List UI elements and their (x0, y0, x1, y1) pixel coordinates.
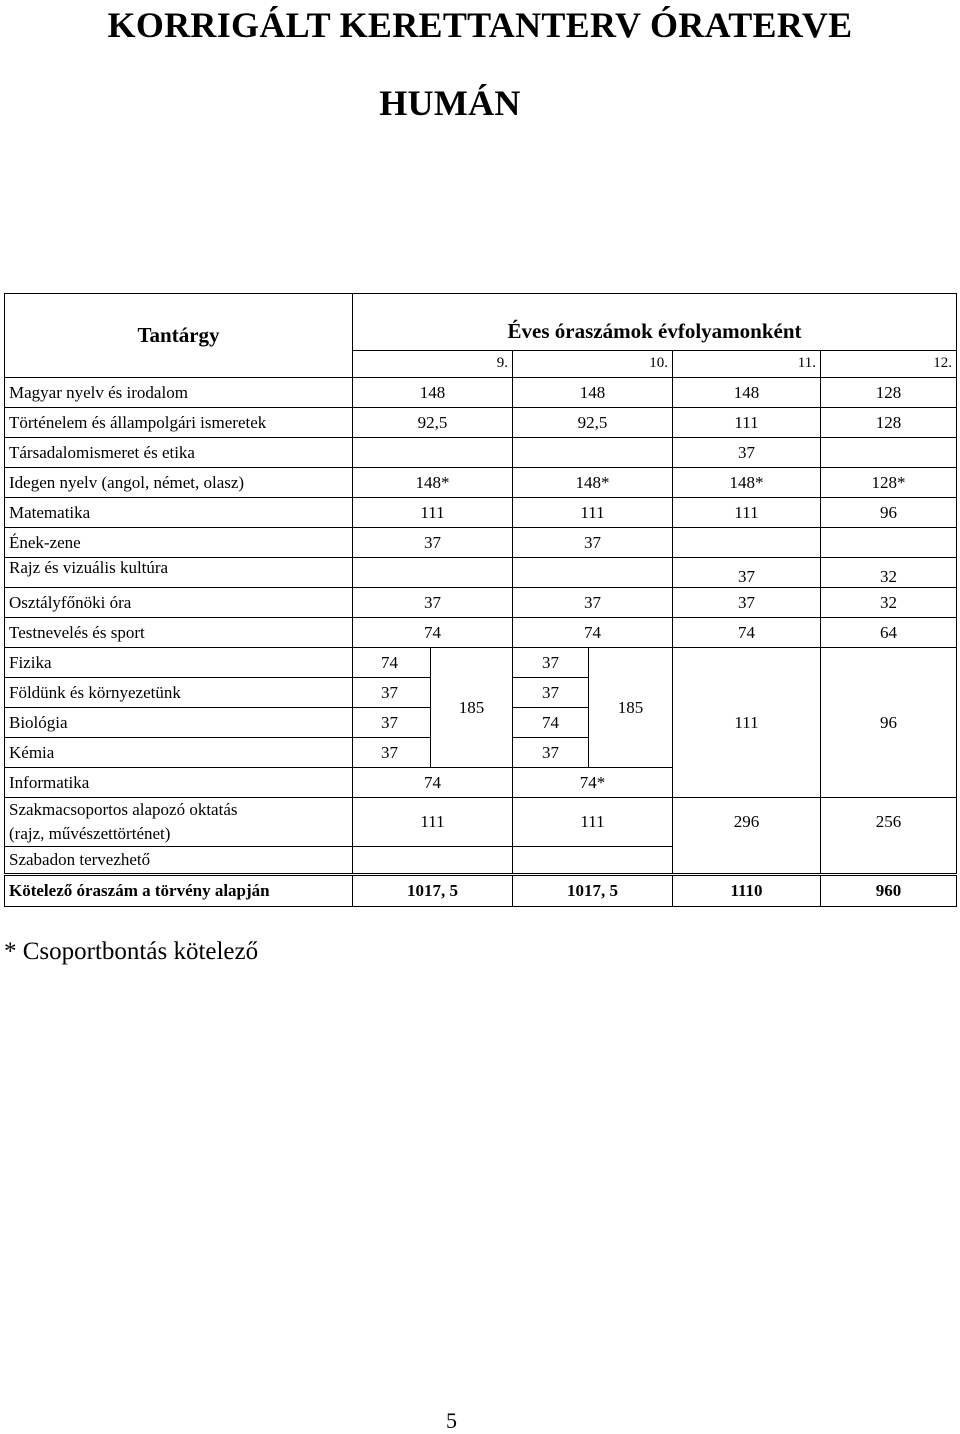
total-12: 960 (821, 874, 957, 906)
cell-9: 148 (353, 378, 513, 408)
cell-11: 148 (673, 378, 821, 408)
cell-11: 37 (673, 558, 821, 588)
total-10: 1017, 5 (513, 874, 673, 906)
cell-9: 37 (353, 678, 431, 708)
curriculum-table (4, 293, 957, 907)
cell-10: 148* (513, 468, 673, 498)
subject-name: Idegen nyelv (angol, német, olasz) (5, 468, 353, 498)
subject-name: Magyar nyelv és irodalom (5, 378, 353, 408)
cell-10: 111 (513, 498, 673, 528)
science-total-9: 185 (431, 648, 513, 768)
hours-column-header: Éves óraszámok évfolyamonként (353, 294, 957, 351)
subject-name: Matematika (5, 498, 353, 528)
subject-column-header: Tantárgy (5, 294, 353, 378)
table-row (5, 588, 957, 618)
cell-10: 148 (513, 378, 673, 408)
table-row (5, 468, 957, 498)
total-label: Kötelező óraszám a törvény alapján (5, 874, 353, 906)
total-9: 1017, 5 (353, 874, 513, 906)
cell-11: 111 (673, 408, 821, 438)
cell-10: 111 (513, 798, 673, 847)
total-row (5, 874, 957, 906)
subject-name-line1: Szakmacsoportos alapozó oktatás (9, 800, 238, 819)
table-row (5, 798, 957, 847)
subject-name: Társadalomismeret és etika (5, 438, 353, 468)
year-12-header: 12. (821, 351, 957, 378)
page-subtitle: HUMÁN (379, 83, 521, 123)
subject-name: Földünk és környezetünk (5, 678, 353, 708)
cell-10: 37 (513, 648, 589, 678)
science-12: 96 (821, 648, 957, 798)
cell-10 (513, 558, 673, 588)
header-row (5, 294, 957, 351)
subject-name: Szabadon tervezhető (5, 846, 353, 874)
cell-10: 92,5 (513, 408, 673, 438)
cell-12: 96 (821, 498, 957, 528)
page-title: KORRIGÁLT KERETTANTERV ÓRATERVE (107, 5, 853, 45)
cell-12: 32 (821, 588, 957, 618)
total-11: 1110 (673, 874, 821, 906)
cell-9: 74 (353, 648, 431, 678)
cell-12: 128 (821, 408, 957, 438)
cell-9: 111 (353, 498, 513, 528)
cell-11: 111 (673, 498, 821, 528)
subject-name: Fizika (5, 648, 353, 678)
subject-name: Osztályfőnöki óra (5, 588, 353, 618)
cell-11: 37 (673, 438, 821, 468)
cell-10: 74 (513, 618, 673, 648)
year-11-header: 11. (673, 351, 821, 378)
subject-name (5, 798, 353, 847)
cell-9 (353, 438, 513, 468)
table-row (5, 528, 957, 558)
cell-12 (821, 528, 957, 558)
subject-name: Rajz és vizuális kultúra (5, 558, 353, 588)
subject-name: Biológia (5, 708, 353, 738)
cell-10 (513, 438, 673, 468)
cell-9: 37 (353, 738, 431, 768)
cell-9: 92,5 (353, 408, 513, 438)
subject-name: Informatika (5, 768, 353, 798)
table-row (5, 408, 957, 438)
cell-12: 256 (821, 798, 957, 875)
cell-11 (673, 528, 821, 558)
cell-11: 74 (673, 618, 821, 648)
cell-11: 296 (673, 798, 821, 875)
cell-9 (353, 846, 513, 874)
cell-9: 74 (353, 768, 513, 798)
cell-9 (353, 558, 513, 588)
cell-11: 37 (673, 588, 821, 618)
cell-12 (821, 438, 957, 468)
cell-10: 37 (513, 678, 589, 708)
table-row (5, 498, 957, 528)
cell-9: 37 (353, 708, 431, 738)
cell-10: 37 (513, 738, 589, 768)
subject-name-line2: (rajz, művészettörténet) (9, 823, 171, 843)
cell-9: 74 (353, 618, 513, 648)
table-row (5, 378, 957, 408)
year-10-header: 10. (513, 351, 673, 378)
cell-9: 37 (353, 588, 513, 618)
subject-name: Testnevelés és sport (5, 618, 353, 648)
cell-12: 32 (821, 558, 957, 588)
subject-name: Kémia (5, 738, 353, 768)
footnote: * Csoportbontás kötelező (4, 938, 259, 965)
subject-name: Ének-zene (5, 528, 353, 558)
year-9-header: 9. (353, 351, 513, 378)
science-11: 111 (673, 648, 821, 798)
cell-10: 37 (513, 528, 673, 558)
cell-11: 148* (673, 468, 821, 498)
cell-9: 37 (353, 528, 513, 558)
page-number: 5 (446, 1408, 457, 1433)
cell-9: 148* (353, 468, 513, 498)
cell-12: 128 (821, 378, 957, 408)
table-row (5, 558, 957, 588)
subject-name: Történelem és állampolgári ismeretek (5, 408, 353, 438)
cell-12: 64 (821, 618, 957, 648)
cell-10: 37 (513, 588, 673, 618)
cell-10: 74* (513, 768, 673, 798)
science-total-10: 185 (589, 648, 673, 768)
table-row (5, 648, 957, 678)
cell-10 (513, 846, 673, 874)
cell-9: 111 (353, 798, 513, 847)
cell-10: 74 (513, 708, 589, 738)
table-row (5, 438, 957, 468)
cell-12: 128* (821, 468, 957, 498)
table-row (5, 618, 957, 648)
